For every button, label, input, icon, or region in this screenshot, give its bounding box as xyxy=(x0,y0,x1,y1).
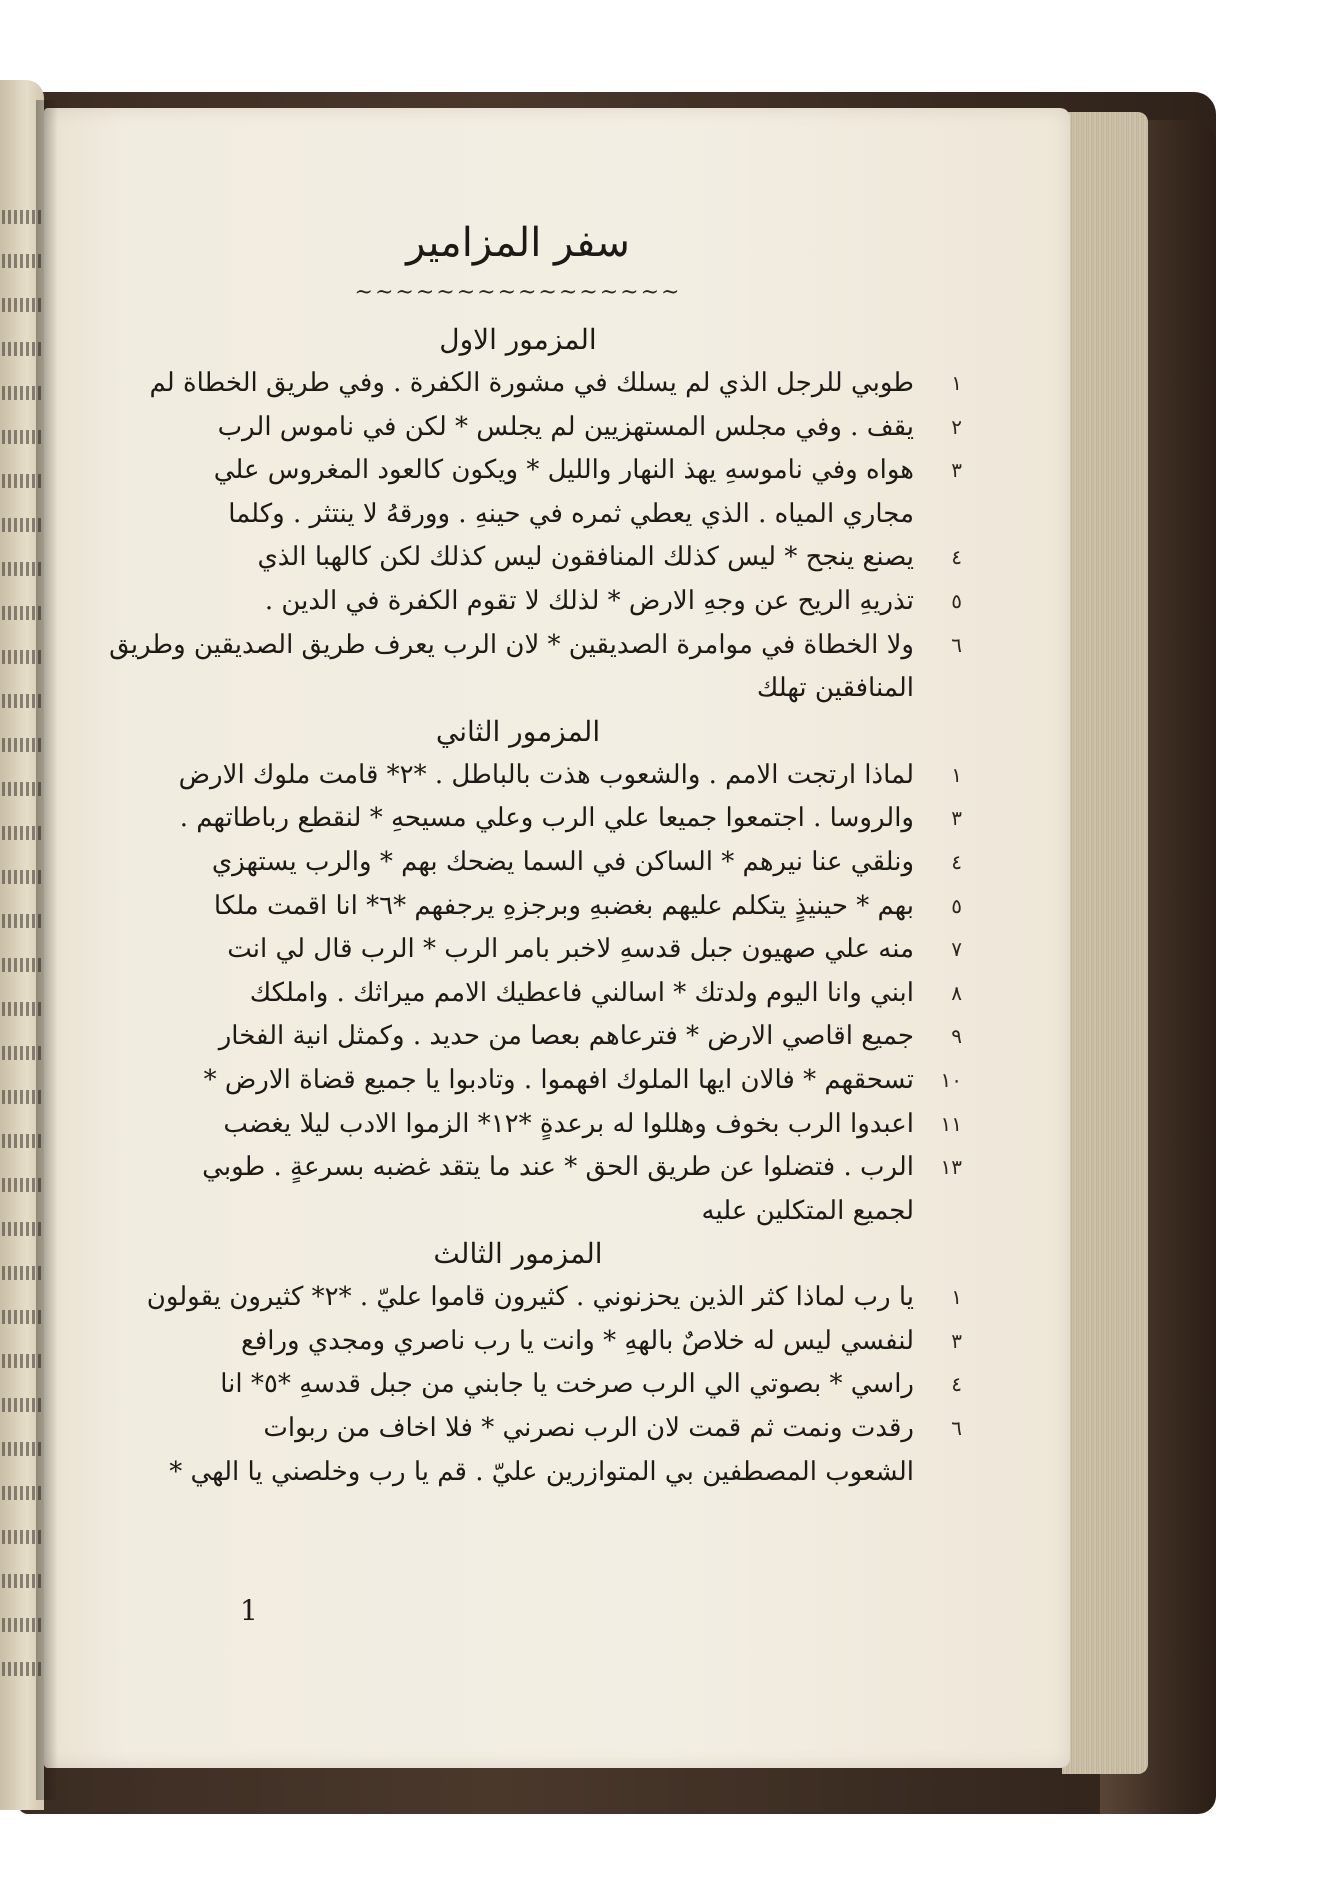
verse-line xyxy=(118,406,962,450)
verse-text: المنافقين تهلك xyxy=(756,673,914,704)
verse-number: ٤ xyxy=(951,545,962,570)
verse-text: مجاري المياه . الذي يعطي ثمره في حينهِ . وورقهُ لا ينتثر . وكلما xyxy=(228,498,914,529)
verse-line xyxy=(118,1276,962,1320)
verse-text: راسي * بصوتي الي الرب صرخت يا جابني من جبل قدسهِ *٥* انا xyxy=(220,1369,914,1400)
verse-text: ولا الخطاة في موامرة الصديقين * لان الرب يعرف طريق الصديقين وطريق xyxy=(109,629,914,660)
verse-text: الشعوب المصطفين بي المتوازرين عليّ . قم يا رب وخلصني يا الهي * xyxy=(169,1456,914,1487)
verse-number: ١ xyxy=(951,762,962,787)
verse-text: والروسا . اجتمعوا جميعا علي الرب وعلي مسيحهِ * لنقطع رباطاتهم . xyxy=(179,803,914,834)
verse-line xyxy=(118,928,962,972)
verse-number: ٤ xyxy=(951,1372,962,1397)
verse-text: لنفسي ليس له خلاصٌ بالههِ * وانت يا رب ناصري ومجدي ورافع xyxy=(240,1325,914,1356)
verse-number: ٣ xyxy=(951,1328,962,1353)
page-text xyxy=(109,220,962,1494)
psalm-verses xyxy=(118,754,962,1234)
verse-line xyxy=(118,1363,962,1407)
verse-number: ٢ xyxy=(951,414,962,439)
verse-line xyxy=(118,362,962,406)
verse-text: رقدت ونمت ثم قمت لان الرب نصرني * فلا اخاف من ربوات xyxy=(263,1413,914,1444)
verse-line xyxy=(118,580,962,624)
psalm-1 xyxy=(109,323,962,711)
psalm-verses xyxy=(109,362,962,711)
verse-text: لجميع المتكلين عليه xyxy=(701,1195,914,1226)
verse-number: ١ xyxy=(951,371,962,395)
psalm-verses xyxy=(118,1276,962,1494)
verse-number: ٥ xyxy=(951,588,962,613)
book-title: سفر المزامير xyxy=(406,220,630,266)
verse-line xyxy=(118,797,962,841)
psalm-heading: المزمور الثاني xyxy=(435,714,601,748)
verse-line xyxy=(118,754,962,798)
verse-number: ٦ xyxy=(951,632,962,657)
verse-line xyxy=(118,885,962,929)
verse-line xyxy=(118,449,962,493)
verse-text: يا رب لماذا كثر الذين يحزنوني . كثيرون قاموا عليّ . *٢* كثيرون يقولون xyxy=(146,1282,914,1313)
verse-number: ٨ xyxy=(951,980,962,1005)
psalm-heading: المزمور الثالث xyxy=(433,1237,603,1271)
verse-line xyxy=(118,1320,962,1364)
verse-line xyxy=(118,1059,962,1103)
verse-number: ٩ xyxy=(951,1024,962,1049)
verse-line xyxy=(118,1015,962,1059)
verse-text: الرب . فتضلوا عن طريق الحق * عند ما يتقد غضبه بسرعةٍ . طوبي xyxy=(202,1152,914,1183)
page-edges xyxy=(1062,112,1148,1774)
psalm-2 xyxy=(118,714,962,1234)
verse-number: ٥ xyxy=(951,893,962,918)
verse-line xyxy=(118,1190,918,1234)
gutter-shadow xyxy=(36,100,58,1800)
verse-text: يصنع ينجح * ليس كذلك المنافقون ليس كذلك لكن كالهبا الذي xyxy=(257,542,914,573)
verse-line xyxy=(118,972,962,1016)
psalm-3 xyxy=(118,1237,962,1494)
verse-number: ٧ xyxy=(951,937,962,962)
verse-number: ١ xyxy=(951,1285,962,1310)
verse-line xyxy=(118,1146,962,1190)
verse-line xyxy=(118,493,918,537)
verse-text: اعبدوا الرب بخوف وهللوا له برعدةٍ *١٢* الزموا الادب ليلا يغضب xyxy=(223,1108,914,1139)
psalm-heading: المزمور الاول xyxy=(439,323,597,356)
verse-text: لماذا ارتجت الامم . والشعوب هذت بالباطل . *٢* قامت ملوك الارض xyxy=(178,759,914,790)
verse-text: بهم * حينيذٍ يتكلم عليهم بغضبهِ وبرجزهِ يرجفهم *٦* انا اقمت ملكا xyxy=(213,890,914,921)
page-number: 1 xyxy=(240,1594,258,1627)
verse-line xyxy=(118,667,918,711)
verse-text: تسحقهم * فالان ايها الملوك افهموا . وتادبوا يا جميع قضاة الارض * xyxy=(203,1064,914,1095)
verse-text: يقف . وفي مجلس المستهزيين لم يجلس * لكن في ناموس الرب xyxy=(217,411,914,442)
verse-text: ابني وانا اليوم ولدتك * اسالني فاعطيك الامم ميراثك . واملكك xyxy=(249,977,914,1008)
verse-line xyxy=(118,1407,962,1451)
title-ornament: ~~~~~~~~~~~~~~~~ xyxy=(354,280,682,305)
verse-text: هواه وفي ناموسهِ يهذ النهار والليل * ويكون كالعود المغروس علي xyxy=(213,455,914,486)
verse-text: منه علي صهيون جبل قدسهِ لاخبر بامر الرب * الرب قال لي انت xyxy=(227,934,914,965)
verse-line xyxy=(109,624,962,668)
verse-number: ١٠ xyxy=(940,1067,962,1092)
verse-text: جميع اقاصي الارض * فترعاهم بعصا من حديد . وكمثل انية الفخار xyxy=(218,1021,914,1052)
verse-number: ٣ xyxy=(951,458,962,483)
verse-line xyxy=(118,536,962,580)
verse-line xyxy=(118,1451,918,1495)
verse-text: طوبي للرجل الذي لم يسلك في مشورة الكفرة . وفي طريق الخطاة لم xyxy=(149,368,914,398)
verse-number: ١١ xyxy=(940,1111,962,1136)
verse-number: ٣ xyxy=(951,806,962,831)
verse-text: تذريهِ الريح عن وجهِ الارض * لذلك لا تقوم الكفرة في الدين . xyxy=(264,585,914,616)
verse-number: ٤ xyxy=(951,849,962,874)
verse-number: ١٣ xyxy=(940,1155,962,1180)
verse-line xyxy=(118,1103,962,1147)
verse-text: ونلقي عنا نيرهم * الساكن في السما يضحك بهم * والرب يستهزي xyxy=(211,846,914,877)
verse-number: ٦ xyxy=(951,1416,962,1441)
verse-line xyxy=(118,841,962,885)
